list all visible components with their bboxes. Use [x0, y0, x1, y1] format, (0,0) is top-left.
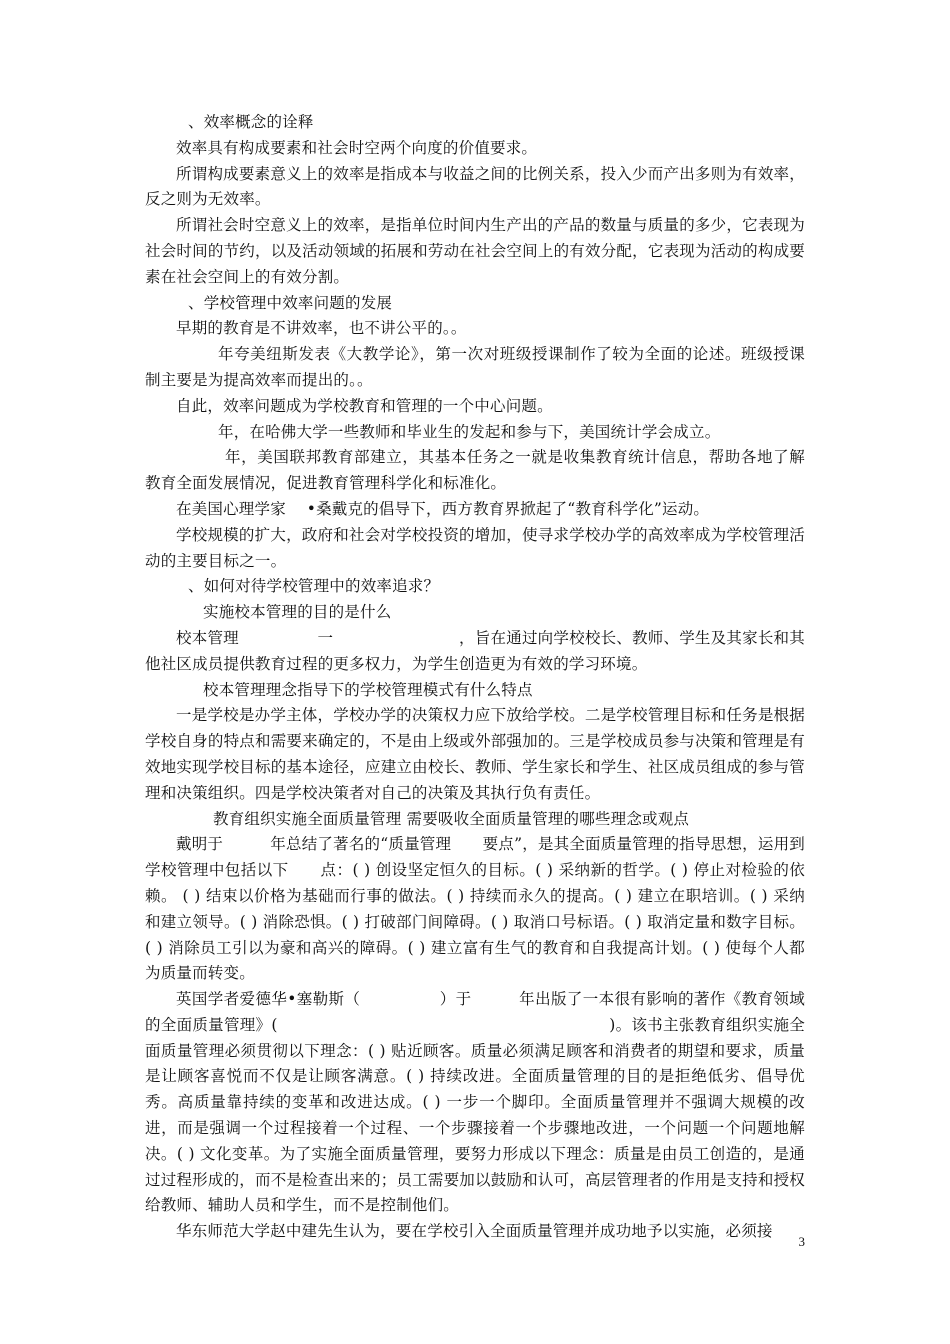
paragraph: 戴明于 年总结了著名的“质量管理 要点”，是其全面质量管理的指导思想，运用到学校管理中包括以下 点：( ) 创设坚定恒久的目标。( ) 采纳新的哲学。( ) 停止对检验的依赖。 ( ) 结束以价格为基础而行事的做法。( ) 持续而永久的提高。( ) 建立在职培训。( ) 采纳和建立领导。( ) 消除恐惧。( ) 打破部门间障碍。( ) 取消口号标语。( ) 取消定量和数字目标。( ) 消除员工引以为豪和高兴的障碍。( ) 建立富有生气的教育和自我提高计划。( ) 使每个人都为质量而转变。: [145, 835, 805, 983]
paragraph: 在美国心理学家 •桑戴克的倡导下，西方教育界掀起了“教育科学化”运动。: [176, 499, 710, 518]
paragraph: 学校规模的扩大，政府和社会对学校投资的增加，使寻求学校办学的高效率成为学校管理活动的主要目标之一。: [145, 525, 805, 570]
paragraph: 校本管理 一 ，旨在通过向学校校长、教师、学生及其家长和其他社区成员提供教育过程的更多权力，为学生创造更为有效的学习环境。: [145, 628, 805, 673]
page-number: 3: [798, 1234, 805, 1249]
section-heading: 、学校管理中效率问题的发展: [188, 293, 393, 312]
paragraph: 年，在哈佛大学一些教师和毕业生的发起和参与下，美国统计学会成立。: [218, 422, 721, 441]
paragraph: 年夸美纽斯发表《大教学论》，第一次对班级授课制作了较为全面的论述。班级授课制主要是为提高效率而提出的。。: [145, 345, 805, 389]
section-heading: 、如何对待学校管理中的效率追求？: [188, 577, 440, 596]
paragraph: 早期的教育是不讲效率，也不讲公平的。。: [176, 319, 467, 338]
paragraph: 一是学校是办学主体，学校办学的决策权力应下放给学校。二是学校管理目标和任务是根据学校自身的特点和需要来确定的，不是由上级或外部强加的。三是学校成员参与决策和管理是有效地实现学校目标的基本途径，应建立由校长、教师、学生家长和学生、社区成员组成的参与管理和决策组织。四是学校决策者对自己的决策及其执行负有责任。: [145, 706, 805, 802]
section-heading: 校本管理理念指导下的学校管理模式有什么特点: [203, 680, 533, 699]
section-heading: 教育组织实施全面质量管理 需要吸收全面质量管理的哪些理念或观点: [213, 809, 690, 828]
paragraph: 所谓构成要素意义上的效率是指成本与收益之间的比例关系，投入少而产出多则为有效率，反之则为无效率。: [145, 164, 805, 209]
paragraph: 年，美国联邦教育部建立，其基本任务之一就是收集教育统计信息，帮助各地了解教育全面发展情况，促进教育管理科学化和标准化。: [145, 448, 805, 493]
paragraph: 效率具有构成要素和社会时空两个向度的价值要求。: [176, 138, 538, 157]
paragraph: 自此，效率问题成为学校教育和管理的一个中心问题。: [176, 396, 553, 415]
section-heading: 实施校本管理的目的是什么: [203, 603, 392, 622]
document-body: [145, 110, 805, 1245]
paragraph: 华东师范大学赵中建先生认为，要在学校引入全面质量管理并成功地予以实施，必须接: [176, 1222, 773, 1241]
paragraph: 所谓社会时空意义上的效率，是指单位时间内生产出的产品的数量与质量的多少，它表现为社会时间的节约，以及活动领域的拓展和劳动在社会空间上的有效分配，它表现为活动的构成要素在社会空间上的有效分割。: [145, 216, 805, 286]
section-heading: 、效率概念的诠释: [188, 113, 314, 131]
paragraph: 英国学者爱德华•塞勒斯（ ）于 年出版了一本很有影响的著作《教育领域的全面质量管理》( )。该书主张教育组织实施全面质量管理必须贯彻以下理念：( ) 贴近顾客。质量必须满足顾客和消费者的期望和要求，质量是让顾客喜悦而不仅是让顾客满意。( ) 持续改进。全面质量管理的目的是拒绝低劣、倡导优秀。高质量靠持续的变革和改进达成。( ) 一步一个脚印。全面质量管理并不强调大规模的改进，而是强调一个过程接着一个过程、一个步骤接着一个步骤地改进，一个问题一个问题地解决。( ) 文化变革。为了实施全面质量管理，要努力形成以下理念：质量是由员工创造的，是通过过程形成的，而不是检查出来的；员工需要加以鼓励和认可，高层管理者的作用是支持和授权给教师、辅助人员和学生，而不是控制他们。: [145, 990, 805, 1215]
